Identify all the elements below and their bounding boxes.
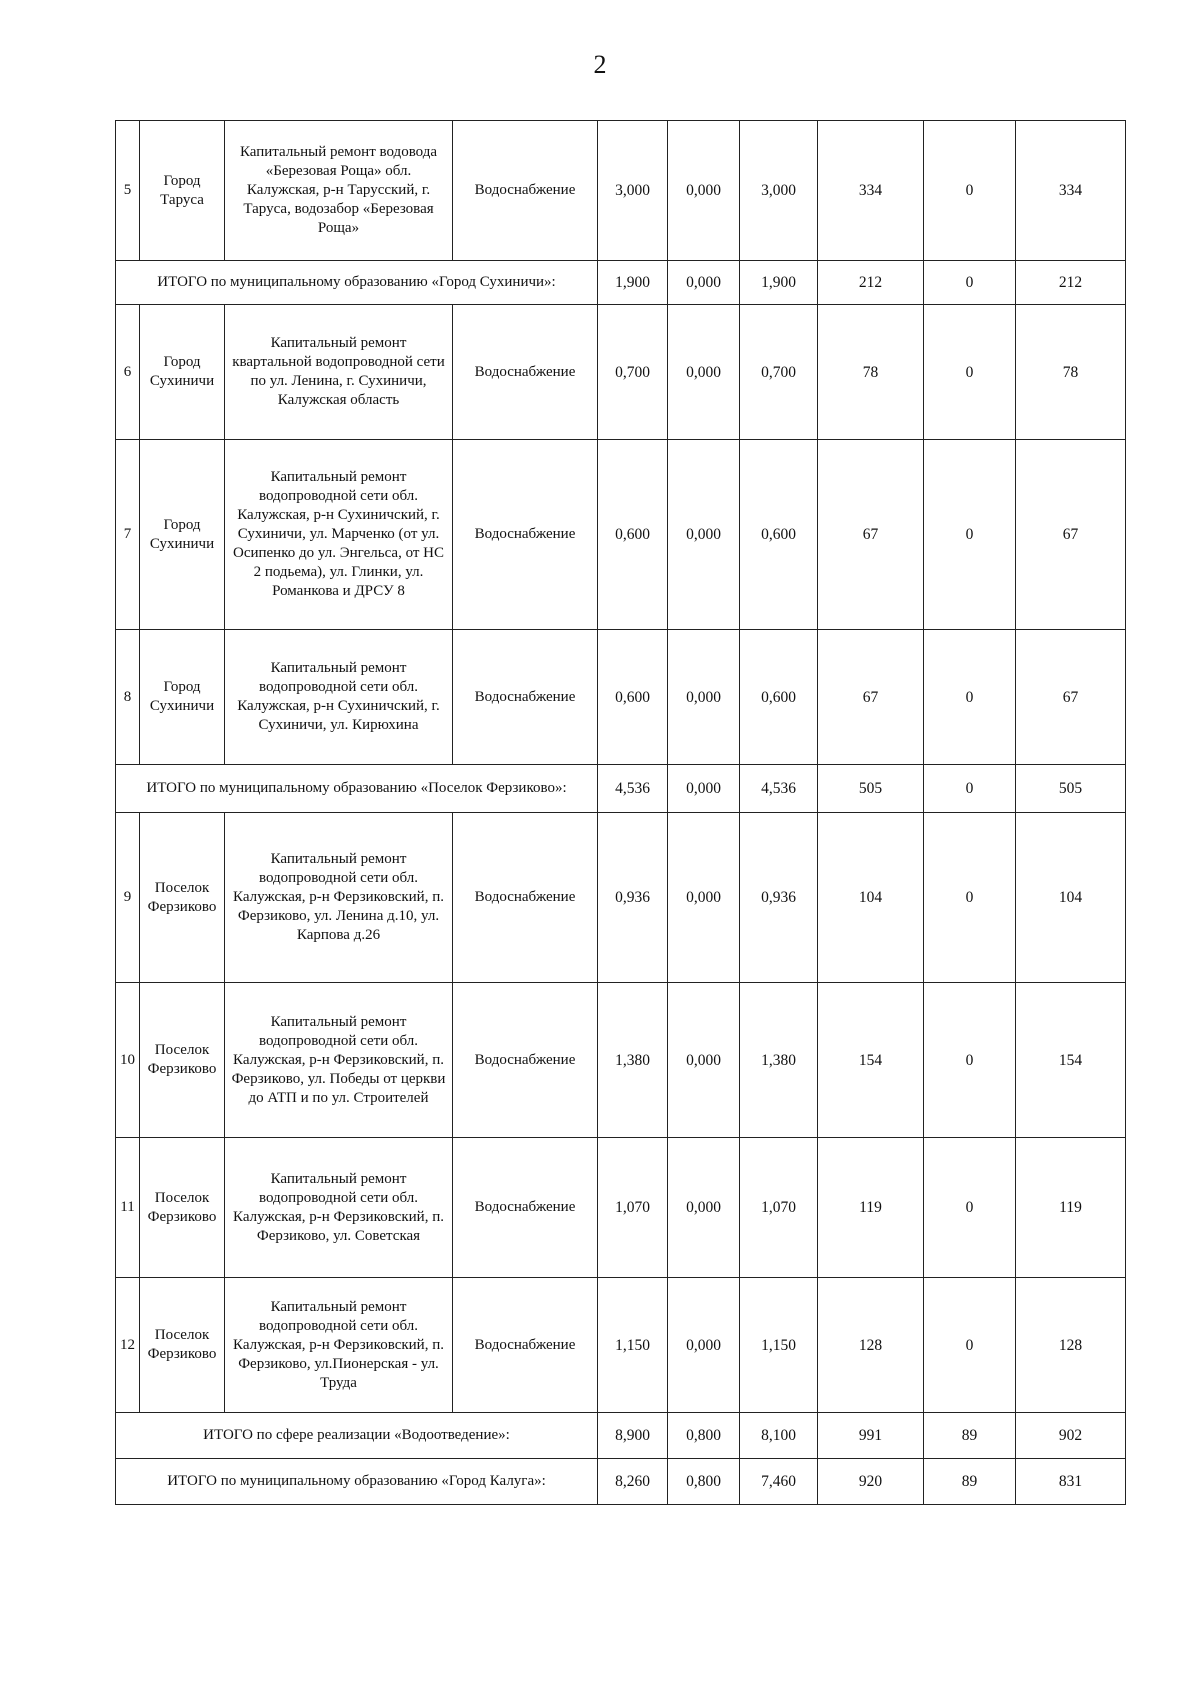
value-cell-4: 334 [818,121,924,261]
value-cell-5: 89 [924,1413,1016,1459]
value-cell-1: 1,380 [598,983,668,1138]
value-cell-3: 8,100 [740,1413,818,1459]
description-cell: Капитальный ремонт водопроводной сети обл. Калужская, р-н Ферзиковский, п. Ферзиково, ул. Советская [225,1138,453,1278]
value-cell-3: 1,900 [740,261,818,305]
value-cell-3: 0,600 [740,440,818,630]
value-cell-1: 0,700 [598,305,668,440]
description-cell: Капитальный ремонт водопроводной сети обл. Калужская, р-н Сухиничский, г. Сухиничи, ул. Кирюхина [225,630,453,765]
total-row [116,1459,1126,1505]
value-cell-3: 1,150 [740,1278,818,1413]
row-number-cell: 10 [116,983,140,1138]
location-cell: Город Сухиничи [140,630,225,765]
sphere-cell: Водоснабжение [453,1138,598,1278]
value-cell-5: 0 [924,630,1016,765]
value-cell-5: 0 [924,121,1016,261]
value-cell-4: 67 [818,630,924,765]
value-cell-4: 154 [818,983,924,1138]
value-cell-3: 7,460 [740,1459,818,1505]
location-cell: Город Таруса [140,121,225,261]
row-number-cell: 11 [116,1138,140,1278]
location-cell: Поселок Ферзиково [140,813,225,983]
value-cell-1: 4,536 [598,765,668,813]
value-cell-1: 8,900 [598,1413,668,1459]
sphere-cell: Водоснабжение [453,121,598,261]
sphere-cell: Водоснабжение [453,1278,598,1413]
value-cell-4: 67 [818,440,924,630]
value-cell-4: 920 [818,1459,924,1505]
value-cell-1: 0,936 [598,813,668,983]
table-row [116,440,1126,630]
total-row [116,261,1126,305]
value-cell-4: 78 [818,305,924,440]
value-cell-5: 0 [924,305,1016,440]
total-label-cell: ИТОГО по муниципальному образованию «Город Калуга»: [116,1459,598,1505]
total-label-cell: ИТОГО по сфере реализации «Водоотведение»: [116,1413,598,1459]
value-cell-2: 0,000 [668,813,740,983]
value-cell-4: 505 [818,765,924,813]
value-cell-6: 334 [1016,121,1126,261]
row-number-cell: 5 [116,121,140,261]
total-label-cell: ИТОГО по муниципальному образованию «Город Сухиничи»: [116,261,598,305]
value-cell-6: 104 [1016,813,1126,983]
value-cell-6: 78 [1016,305,1126,440]
description-cell: Капитальный ремонт водопроводной сети обл. Калужская, р-н Сухиничский, г. Сухиничи, ул. Марченко (от ул. Осипенко до ул. Энгельса, от НС 2 подьема), ул. Глинки, ул. Романкова и ДРСУ 8 [225,440,453,630]
location-cell: Город Сухиничи [140,440,225,630]
total-row [116,1413,1126,1459]
value-cell-5: 0 [924,440,1016,630]
value-cell-5: 89 [924,1459,1016,1505]
value-cell-4: 128 [818,1278,924,1413]
value-cell-1: 0,600 [598,630,668,765]
value-cell-2: 0,000 [668,630,740,765]
table-row [116,813,1126,983]
value-cell-3: 4,536 [740,765,818,813]
location-cell: Поселок Ферзиково [140,983,225,1138]
location-cell: Город Сухиничи [140,305,225,440]
table-row [116,630,1126,765]
page-number: 2 [593,50,607,79]
row-number-cell: 12 [116,1278,140,1413]
value-cell-5: 0 [924,1278,1016,1413]
row-number-cell: 8 [116,630,140,765]
description-cell: Капитальный ремонт водовода «Березовая Роща» обл. Калужская, р-н Тарусский, г. Таруса, водозабор «Березовая Роща» [225,121,453,261]
value-cell-1: 3,000 [598,121,668,261]
value-cell-3: 0,600 [740,630,818,765]
value-cell-2: 0,000 [668,1278,740,1413]
value-cell-1: 1,900 [598,261,668,305]
value-cell-5: 0 [924,1138,1016,1278]
value-cell-1: 1,070 [598,1138,668,1278]
sphere-cell: Водоснабжение [453,813,598,983]
value-cell-2: 0,000 [668,765,740,813]
value-cell-6: 902 [1016,1413,1126,1459]
location-cell: Поселок Ферзиково [140,1278,225,1413]
value-cell-4: 991 [818,1413,924,1459]
value-cell-3: 0,700 [740,305,818,440]
table-body [116,121,1126,1505]
total-row [116,765,1126,813]
sphere-cell: Водоснабжение [453,440,598,630]
row-number-cell: 9 [116,813,140,983]
value-cell-1: 0,600 [598,440,668,630]
value-cell-6: 154 [1016,983,1126,1138]
table-row [116,1278,1126,1413]
description-cell: Капитальный ремонт водопроводной сети обл. Калужская, р-н Ферзиковский, п. Ферзиково, ул. Ленина д.10, ул. Карпова д.26 [225,813,453,983]
total-label-cell: ИТОГО по муниципальному образованию «Поселок Ферзиково»: [116,765,598,813]
description-cell: Капитальный ремонт водопроводной сети обл. Калужская, р-н Ферзиковский, п. Ферзиково, ул.Пионерская - ул. Труда [225,1278,453,1413]
value-cell-4: 119 [818,1138,924,1278]
value-cell-2: 0,000 [668,121,740,261]
row-number-cell: 7 [116,440,140,630]
value-cell-2: 0,000 [668,983,740,1138]
value-cell-3: 3,000 [740,121,818,261]
value-cell-4: 104 [818,813,924,983]
value-cell-2: 0,000 [668,305,740,440]
value-cell-6: 128 [1016,1278,1126,1413]
location-cell: Поселок Ферзиково [140,1138,225,1278]
value-cell-4: 212 [818,261,924,305]
value-cell-6: 119 [1016,1138,1126,1278]
sphere-cell: Водоснабжение [453,305,598,440]
value-cell-6: 505 [1016,765,1126,813]
table-row [116,983,1126,1138]
description-cell: Капитальный ремонт квартальной водопроводной сети по ул. Ленина, г. Сухиничи, Калужская область [225,305,453,440]
value-cell-6: 212 [1016,261,1126,305]
funding-table [115,120,1126,1505]
sphere-cell: Водоснабжение [453,983,598,1138]
value-cell-3: 1,380 [740,983,818,1138]
value-cell-1: 1,150 [598,1278,668,1413]
value-cell-2: 0,000 [668,440,740,630]
table-row [116,1138,1126,1278]
sphere-cell: Водоснабжение [453,630,598,765]
value-cell-6: 67 [1016,630,1126,765]
value-cell-1: 8,260 [598,1459,668,1505]
value-cell-2: 0,800 [668,1459,740,1505]
description-cell: Капитальный ремонт водопроводной сети обл. Калужская, р-н Ферзиковский, п. Ферзиково, ул. Победы от церкви до АТП и по ул. Строителей [225,983,453,1138]
row-number-cell: 6 [116,305,140,440]
value-cell-3: 1,070 [740,1138,818,1278]
value-cell-3: 0,936 [740,813,818,983]
value-cell-5: 0 [924,261,1016,305]
value-cell-5: 0 [924,813,1016,983]
table-row [116,121,1126,261]
value-cell-5: 0 [924,983,1016,1138]
value-cell-2: 0,000 [668,261,740,305]
value-cell-2: 0,000 [668,1138,740,1278]
value-cell-6: 831 [1016,1459,1126,1505]
value-cell-2: 0,800 [668,1413,740,1459]
value-cell-5: 0 [924,765,1016,813]
value-cell-6: 67 [1016,440,1126,630]
table-row [116,305,1126,440]
